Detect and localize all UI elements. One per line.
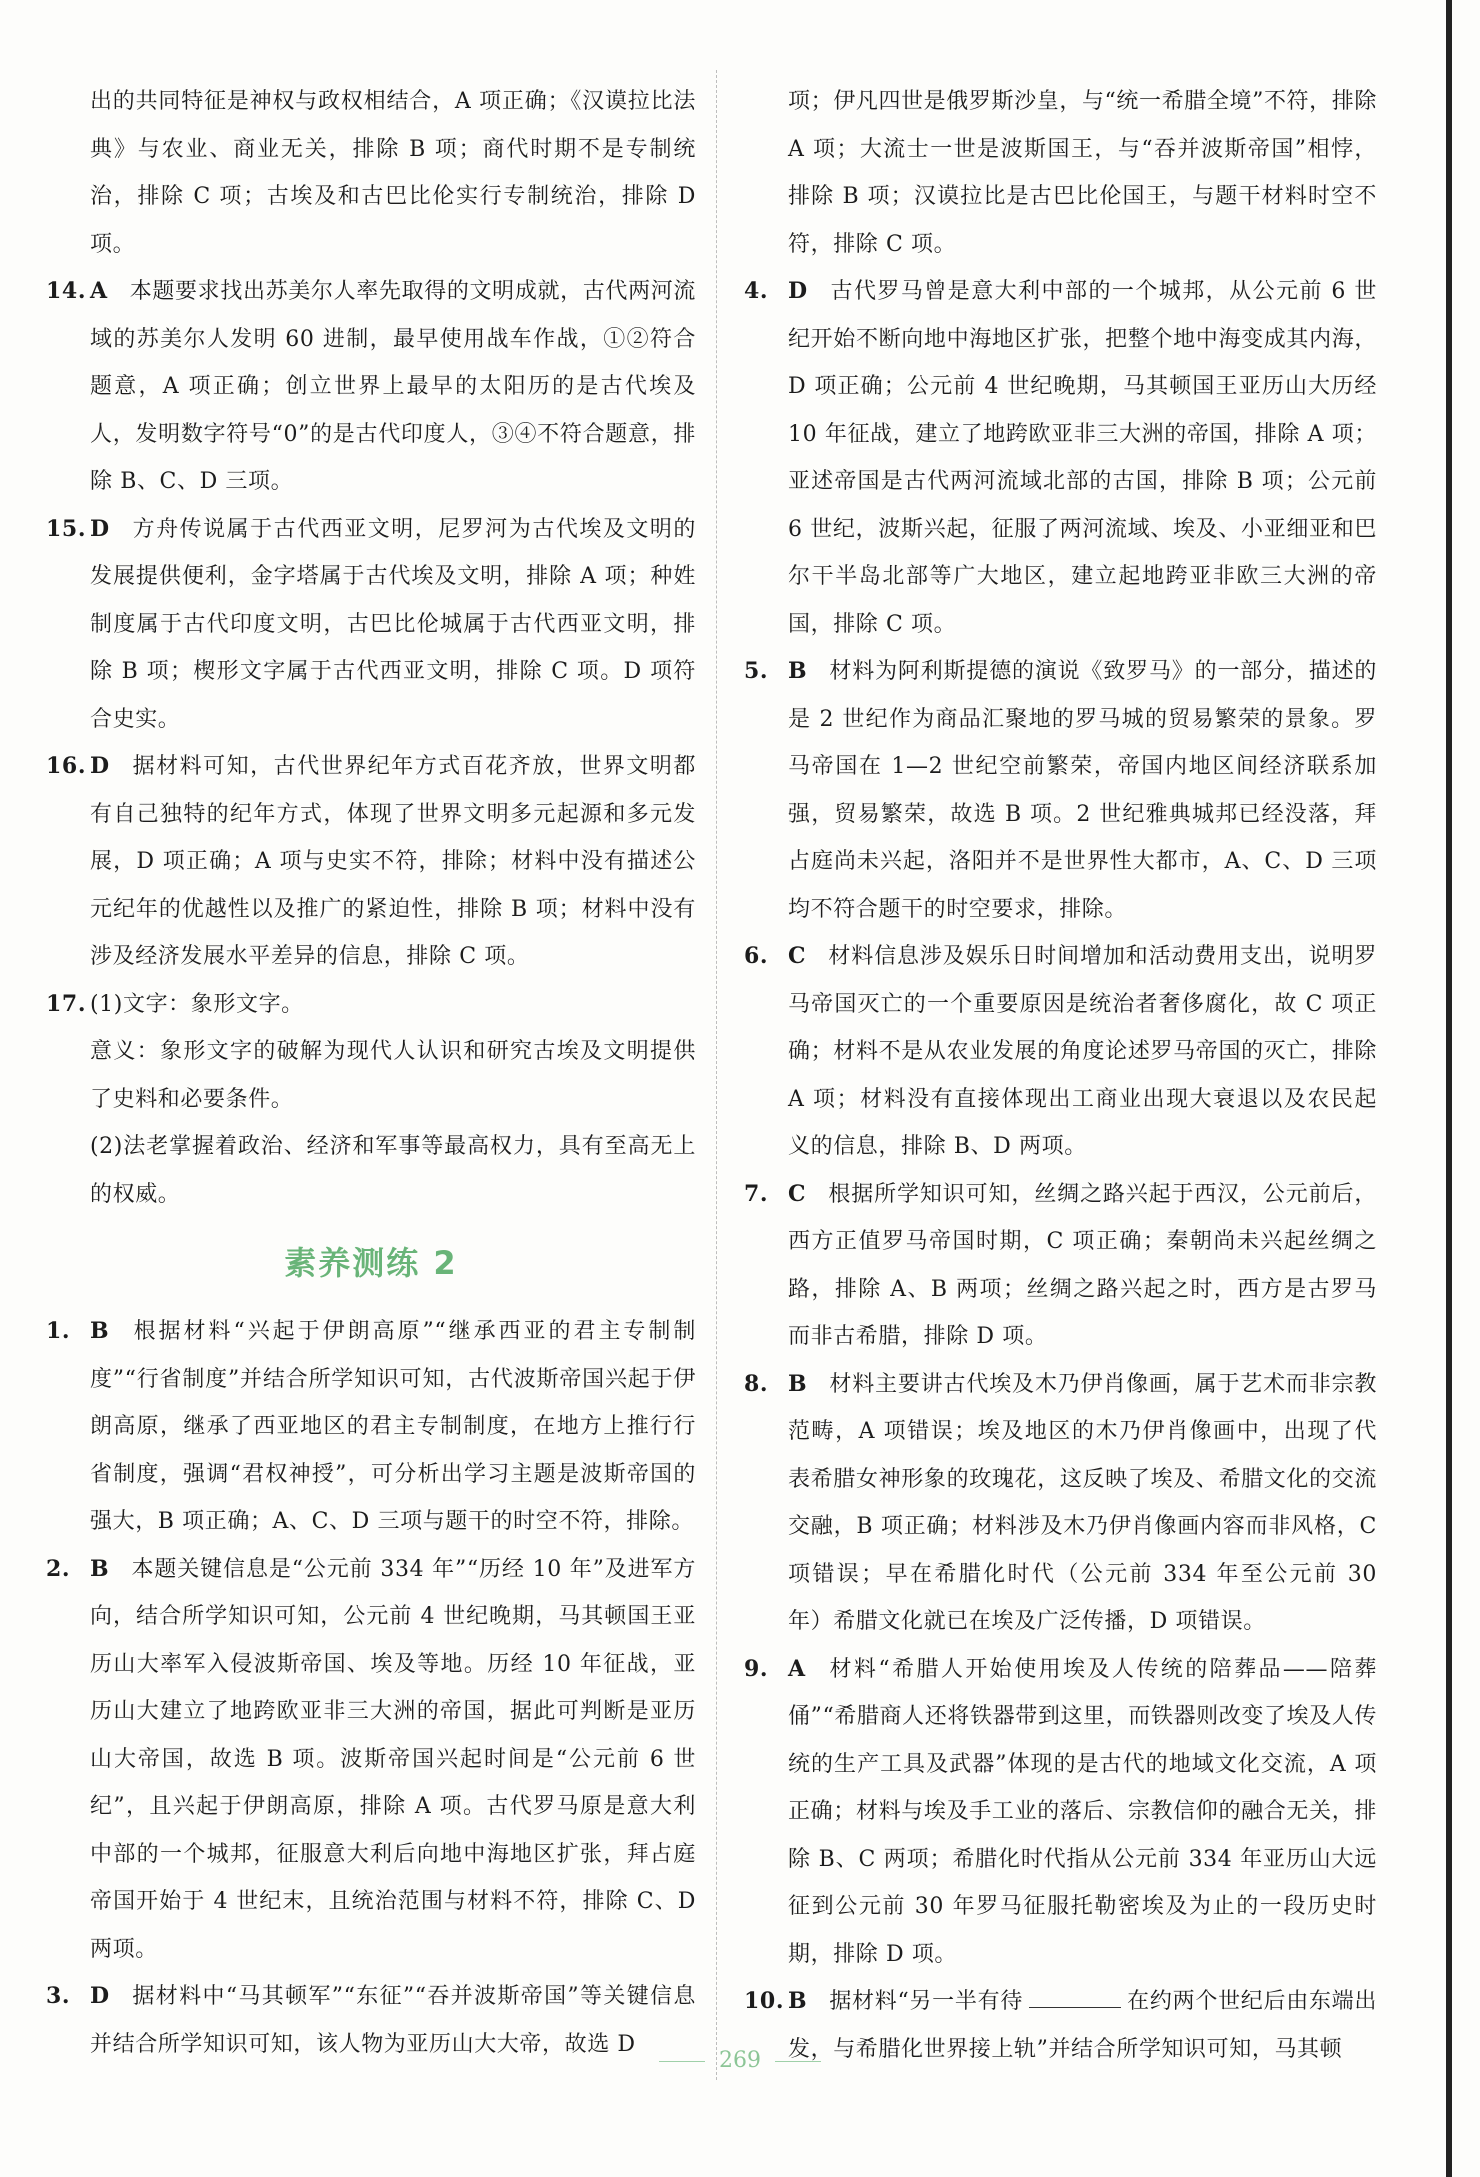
answer-letter: A xyxy=(788,1655,806,1682)
page-number-dash-right xyxy=(775,2061,821,2062)
page-number xyxy=(0,2048,1480,2073)
page-edge-bar xyxy=(1446,0,1452,2177)
answer-item xyxy=(46,1308,696,1546)
question-number: 7. xyxy=(744,1180,769,1207)
answer-letter: D xyxy=(90,753,110,779)
question-number: 8. xyxy=(744,1370,769,1397)
page-number-dash-left xyxy=(659,2061,705,2062)
question-number: 4. xyxy=(744,278,769,304)
answer-item xyxy=(744,1361,1377,1646)
answer-text: 根据材料“兴起于伊朗高原”“继承西亚的君主专制制度”“行省制度”并结合所学知识可知，古代波斯帝国兴起于伊朗高原，继承了西亚地区的君主专制制度，在地方上推行行省制度，强调“君权神授”，可分析出学习主题是波斯帝国的强大，B 项正确；A、C、D 三项与题干的时空不符，排除。 xyxy=(90,1319,696,1534)
question-number: 10. xyxy=(744,1988,785,2014)
question-number: 6. xyxy=(744,943,769,969)
answer-letter: C xyxy=(788,943,807,969)
answer-item xyxy=(46,981,696,1029)
answer-text-continued xyxy=(46,1123,696,1218)
answer-text: 材料“希腊人开始使用埃及人传统的陪葬品——陪葬俑”“希腊商人还将铁器带到这里，而铁器则改变了埃及人传统的生产工具及武器”体现的是古代的地域文化交流，A 项正确；材料与埃及手工业的落后、宗教信仰的融合无关，排除 B、C 两项；希腊化时代指从公元前 334 年亚历山大远征到公元前 30 年罗马征服托勒密埃及为止的一段历史时期，排除 D 项。 xyxy=(788,1656,1377,1967)
section-title: 素养测练 2 xyxy=(284,1244,458,1282)
question-number: 9. xyxy=(744,1655,769,1682)
page-number-text: 269 xyxy=(719,2048,761,2073)
answer-text: 本题要求找出苏美尔人率先取得的文明成就，古代两河流域的苏美尔人发明 60 进制，最早使用战车作战，①②符合题意，A 项正确；创立世界上最早的太阳历的是古代埃及人，发明数字符号“0”的是古代印度人，③④不符合题意，排除 B、C、D 三项。 xyxy=(90,279,696,494)
answer-letter: D xyxy=(788,278,808,304)
answer-text: 古代罗马曾是意大利中部的一个城邦，从公元前 6 世纪开始不断向地中海地区扩张，把整个地中海变成其内海，D 项正确；公元前 4 世纪晚期，马其顿国王亚历山大历经 10 年征战，建立了地跨欧亚非三大洲的帝国，排除 A 项；亚述帝国是古代两河流域北部的古国，排除 B 项；公元前 6 世纪，波斯兴起，征服了两河流域、埃及、小亚细亚和巴尔干半岛北部等广大地区，建立起地跨亚非欧三大洲的帝国，排除 C 项。 xyxy=(788,279,1377,637)
answer-text: 根据所学知识可知，丝绸之路兴起于西汉，公元前后，西方正值罗马帝国时期，C 项正确；秦朝尚未兴起丝绸之路，排除 A、B 两项；丝绸之路兴起之时，西方是古罗马而非古希腊，排除 D 项。 xyxy=(788,1181,1377,1349)
answer-text-continued xyxy=(744,78,1377,268)
question-number: 15. xyxy=(46,515,87,542)
question-number: 3. xyxy=(46,1983,71,2009)
question-number: 14. xyxy=(46,278,87,304)
answer-item xyxy=(744,648,1377,933)
answer-text: (1)文字：象形文字。 xyxy=(90,991,304,1017)
answer-item xyxy=(46,743,696,981)
question-number: 16. xyxy=(46,753,87,779)
answer-letter: D xyxy=(90,1983,110,2009)
question-number: 17. xyxy=(46,990,87,1017)
answer-letter: B xyxy=(90,1555,110,1582)
answer-letter: B xyxy=(788,1988,808,2014)
answer-text: 据材料中“马其顿军”“东征”“吞并波斯帝国”等关键信息并结合所学知识可知，该人物为亚历山大大帝，故选 D xyxy=(90,1984,696,2057)
question-number: 2. xyxy=(46,1555,71,1582)
answer-item xyxy=(46,1546,696,1974)
answer-text: 本题关键信息是“公元前 334 年”“历经 10 年”及进军方向，结合所学知识可知，公元前 4 世纪晚期，马其顿国王亚历山大率军入侵波斯帝国、埃及等地。历经 10 年征战，亚历山大建立了地跨欧亚非三大洲的帝国，据此可判断是亚历山大帝国，故选 B 项。波斯帝国兴起时间是“公元前 6 世纪”，且兴起于伊朗高原，排除 A 项。古代罗马原是意大利中部的一个城邦，征服意大利后向地中海地区扩张，拜占庭帝国开始于 4 世纪末，且统治范围与材料不符，排除 C、D 两项。 xyxy=(90,1556,696,1962)
answer-text: 材料主要讲古代埃及木乃伊肖像画，属于艺术而非宗教范畴，A 项错误；埃及地区的木乃伊肖像画中，出现了代表希腊女神形象的玫瑰花，这反映了埃及、希腊文化的交流交融，B 项正确；材料涉及木乃伊肖像画内容而非风格，C 项错误；早在希腊化时代（公元前 334 年至公元前 30 年）希腊文化就已在埃及广泛传播，D 项错误。 xyxy=(788,1371,1377,1634)
answer-item xyxy=(744,933,1377,1171)
answer-text-continued xyxy=(46,78,696,268)
question-number: 5. xyxy=(744,658,769,684)
answer-text: (2)法老掌握着政治、经济和军事等最高权力，具有至高无上的权威。 xyxy=(90,1134,696,1207)
answer-text-continued xyxy=(46,1028,696,1123)
answer-text: 意义：象形文字的破解为现代人认识和研究古埃及文明提供了史料和必要条件。 xyxy=(90,1039,696,1112)
answer-text: 材料信息涉及娱乐日时间增加和活动费用支出，说明罗马帝国灭亡的一个重要原因是统治者奢侈腐化，故 C 项正确；材料不是从农业发展的角度论述罗马帝国的灭亡，排除 A 项；材料没有直接体现出工商业出现大衰退以及农民起义的信息，排除 B、D 两项。 xyxy=(788,944,1377,1159)
answer-text: 据材料“另一半有待 xyxy=(829,1989,1024,2014)
answer-text: 方舟传说属于古代西亚文明，尼罗河为古代埃及文明的发展提供便利，金字塔属于古代埃及文明，排除 A 项；种姓制度属于古代印度文明，古巴比伦城属于古代西亚文明，排除 B 项；楔形文字属于古代西亚文明，排除 C 项。D 项符合史实。 xyxy=(90,516,696,732)
answer-text: 据材料可知，古代世界纪年方式百花齐放，世界文明都有自己独特的纪年方式，体现了世界文明多元起源和多元发展，D 项正确；A 项与史实不符，排除；材料中没有描述公元纪年的优越性以及推广的紧迫性，排除 B 项；材料中没有涉及经济发展水平差异的信息，排除 C 项。 xyxy=(90,754,696,969)
column-divider xyxy=(716,70,718,2080)
fill-blank-line xyxy=(1029,1991,1121,2008)
answer-item xyxy=(744,1171,1377,1361)
answer-letter: B xyxy=(788,658,808,684)
answer-letter: C xyxy=(788,1180,807,1207)
answer-item xyxy=(46,506,696,744)
question-number: 1. xyxy=(46,1318,71,1344)
answer-letter: A xyxy=(90,278,108,304)
answer-text: 材料为阿利斯提德的演说《致罗马》的一部分，描述的是 2 世纪作为商品汇聚地的罗马城的贸易繁荣的景象。罗马帝国在 1—2 世纪空前繁荣，帝国内地区间经济联系加强，贸易繁荣，故选 B 项。2 世纪雅典城邦已经没落，拜占庭尚未兴起，洛阳并不是世界性大都市，A、C、D 三项均不符合题干的时空要求，排除。 xyxy=(788,659,1377,922)
answer-letter: D xyxy=(90,515,110,542)
left-column xyxy=(46,78,696,2068)
right-column xyxy=(744,78,1377,2073)
answer-text: 在约两个世纪后由东端出发，与希腊化世界接上轨”并结合所学知识可知，马其顿 xyxy=(788,1989,1377,2062)
answer-text: 出的共同特征是神权与政权相结合，A 项正确；《汉谟拉比法典》与农业、商业无关，排除 B 项；商代时期不是专制统治，排除 C 项；古埃及和古巴比伦实行专制统治，排除 D 项。 xyxy=(90,89,696,257)
answer-letter: B xyxy=(90,1318,110,1344)
answer-text: 项；伊凡四世是俄罗斯沙皇，与“统一希腊全境”不符，排除 A 项；大流士一世是波斯国王，与“吞并波斯帝国”相悖，排除 B 项；汉谟拉比是古巴比伦国王，与题干材料时空不符，排除 C 项。 xyxy=(788,89,1377,257)
answer-item xyxy=(744,1646,1377,1979)
answer-item xyxy=(46,268,696,506)
answer-letter: B xyxy=(788,1370,808,1397)
answer-item xyxy=(744,268,1377,648)
